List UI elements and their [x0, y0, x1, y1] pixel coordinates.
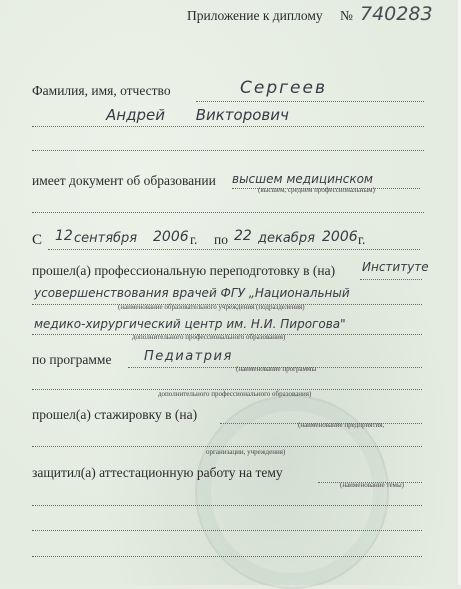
day-from: 12 — [55, 228, 73, 244]
month-from: сентября — [74, 231, 138, 246]
number-sign: № — [340, 8, 353, 23]
education-label: имеет документ об образовании — [32, 173, 216, 188]
retraining-hint2: дополнительного профессионального образования) — [132, 333, 286, 341]
thesis-label: защитил(а) аттестационную работу на тему — [32, 465, 283, 480]
retraining-label: прошел(а) профессиональную переподготовку в (на) — [32, 263, 336, 278]
fio-label: Фамилия, имя, отчество — [32, 83, 171, 98]
internship-hint2: организации, учреждения) — [206, 448, 286, 456]
retraining-line2: усовершенствования врачей ФГУ „Национальный — [34, 286, 350, 300]
period-line — [48, 249, 420, 250]
education-value: высшем медицинском — [232, 172, 373, 186]
internship-hint: (наименование предприятия, — [298, 421, 385, 429]
month-to: декабря — [258, 231, 315, 246]
thesis-line-4 — [32, 556, 422, 557]
education-hint: (высшем, среднем профессиональным) — [258, 186, 375, 194]
program-hint2: дополнительного профессионального образования) — [158, 390, 312, 398]
year-to: 2006 — [322, 229, 358, 245]
fio-line-1 — [196, 101, 424, 102]
fio-line-2 — [32, 126, 424, 127]
period-prefix: С — [32, 232, 43, 248]
program-value: Педиатрия — [144, 349, 233, 364]
internship-label: прошел(а) стажировку в (на) — [32, 407, 198, 422]
internship-line-2 — [32, 446, 422, 447]
retraining-line3: медико-хирургический центр им. Н.И. Пирогова" — [34, 317, 346, 331]
thesis-line-3 — [32, 530, 422, 531]
surname-value: Сергеев — [240, 78, 327, 98]
program-hint: (наименование программы — [236, 365, 317, 373]
year-suffix-from: г. — [190, 232, 198, 247]
fio-line-3 — [32, 150, 424, 151]
year-from: 2006 — [153, 229, 189, 245]
program-label: по программе — [32, 352, 112, 367]
thesis-hint: (наименование темы) — [340, 481, 405, 489]
retraining-line-a — [360, 279, 422, 280]
thesis-line-2 — [32, 505, 422, 506]
day-to: 22 — [234, 228, 252, 244]
retraining-hint1: (наименование образовательного учреждения (подразделения) — [118, 303, 305, 311]
header-title: Приложение к диплому — [187, 8, 323, 23]
education-line-2 — [32, 212, 424, 213]
year-suffix-to: г. — [358, 232, 366, 247]
name-patronymic-value: Андрей Викторович — [106, 106, 289, 124]
period-sep: по — [214, 232, 228, 247]
document-number: 740283 — [360, 3, 433, 25]
retraining-line1: Институте — [362, 260, 429, 274]
